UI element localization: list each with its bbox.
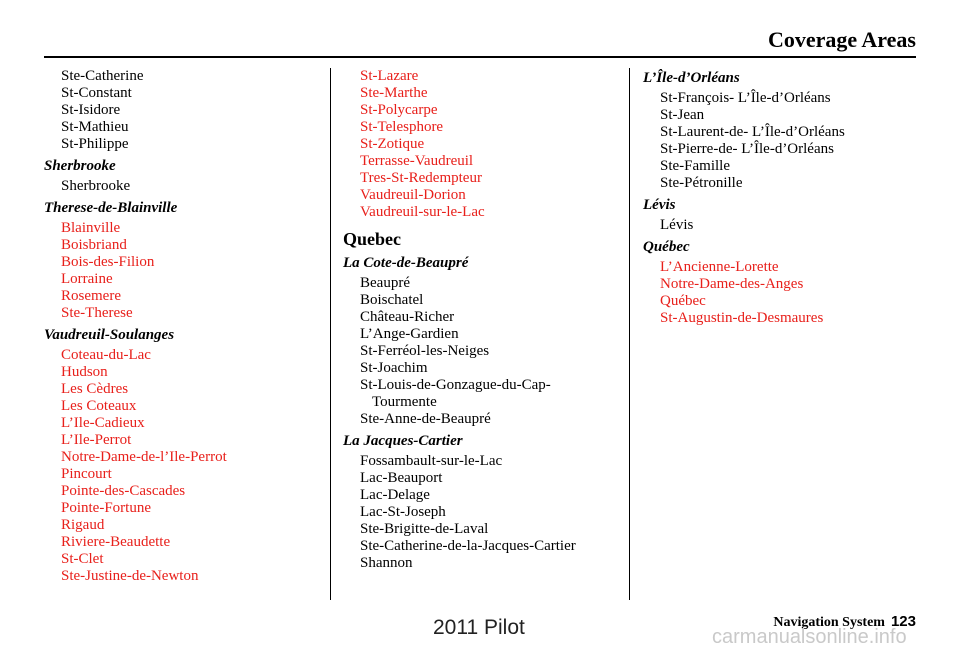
city-item: Shannon [360, 555, 413, 571]
city-item: Notre-Dame-de-l’Ile-Perrot [61, 449, 227, 465]
city-item: St-Augustin-de-Desmaures [660, 310, 824, 326]
city-item: Beaupré [360, 275, 410, 291]
city-item: Rigaud [61, 517, 105, 533]
city-item: St-Polycarpe [360, 102, 438, 118]
area-section [44, 68, 324, 153]
city-item: Notre-Dame-des-Anges [660, 276, 804, 292]
region-heading: Quebec [343, 229, 401, 249]
area-section [343, 255, 623, 428]
city-item: Ste-Pétronille [660, 175, 743, 191]
footer-section-label: Navigation System [773, 615, 885, 630]
city-item: Ste-Anne-de-Beaupré [360, 411, 491, 427]
city-item: Les Coteaux [61, 398, 137, 414]
area-section [44, 158, 324, 195]
section-heading: Sherbrooke [44, 158, 116, 174]
city-item: Sherbrooke [61, 178, 131, 194]
column-divider-1 [330, 68, 331, 600]
city-item: Boischatel [360, 292, 424, 308]
city-item: L’Ile-Perrot [61, 432, 132, 448]
city-item: Boisbriand [61, 237, 127, 253]
section-heading: Vaudreuil-Soulanges [44, 327, 175, 343]
city-item: Lac-Delage [360, 487, 430, 503]
city-item: Lorraine [61, 271, 113, 287]
city-item: St-Laurent-de- L’Île-d’Orléans [660, 124, 845, 140]
area-section [643, 70, 933, 192]
city-item: Terrasse-Vaudreuil [360, 153, 474, 169]
watermark-site: carmanualsonline.info [712, 626, 907, 648]
page-number: 123 [890, 613, 916, 630]
city-item: Bois-des-Filion [61, 254, 155, 270]
column-3 [643, 68, 933, 332]
section-heading: Therese-de-Blainville [44, 200, 178, 216]
city-item: Château-Richer [360, 309, 455, 325]
section-heading: Québec [643, 239, 690, 255]
header-rule [44, 56, 916, 58]
city-item: Coteau-du-Lac [61, 347, 151, 363]
city-item: St-Pierre-de- L’Île-d’Orléans [660, 141, 834, 157]
area-section [44, 200, 324, 322]
city-item: Québec [660, 293, 706, 309]
city-item: St-Clet [61, 551, 104, 567]
section-heading: La Jacques-Cartier [343, 433, 463, 449]
city-item: Rosemere [61, 288, 121, 304]
city-item: Vaudreuil-Dorion [360, 187, 466, 203]
city-item: L’Ange-Gardien [360, 326, 459, 342]
city-item: Ste-Therese [61, 305, 133, 321]
city-item: Ste-Justine-de-Newton [61, 568, 199, 584]
city-item: St-Lazare [360, 68, 419, 84]
city-item: St-François- L’Île-d’Orléans [660, 90, 831, 106]
city-item: Riviere-Beaudette [61, 534, 171, 550]
city-item: Lac-St-Joseph [360, 504, 446, 520]
area-section [44, 327, 324, 585]
city-item: Vaudreuil-sur-le-Lac [360, 204, 485, 220]
city-item: Les Cèdres [61, 381, 129, 397]
city-item: Hudson [61, 364, 108, 380]
city-item: St-Philippe [61, 136, 129, 152]
city-item: Blainville [61, 220, 121, 236]
city-item: St-Jean [660, 107, 705, 123]
city-item: St-Louis-de-Gonzague-du-Cap- [360, 377, 551, 393]
watermark-model: 2011 Pilot [433, 616, 525, 639]
page-title: Coverage Areas [767, 27, 916, 52]
city-item: L’Ile-Cadieux [61, 415, 145, 431]
city-item: St-Mathieu [61, 119, 129, 135]
city-item: Lévis [660, 217, 694, 233]
column-2 [343, 68, 623, 577]
city-item: Ste-Catherine-de-la-Jacques-Cartier [360, 538, 576, 554]
column-1 [44, 68, 324, 590]
section-heading: Lévis [643, 197, 676, 213]
area-section [643, 197, 933, 234]
city-item: Ste-Famille [660, 158, 730, 174]
city-item: Pointe-Fortune [61, 500, 151, 516]
city-item: Lac-Beauport [360, 470, 443, 486]
city-item: St-Ferréol-les-Neiges [360, 343, 490, 359]
city-item: Ste-Catherine [61, 68, 144, 84]
area-section [343, 68, 623, 221]
city-item: St-Telesphore [360, 119, 444, 135]
area-section [343, 433, 623, 572]
city-item: L’Ancienne-Lorette [660, 259, 779, 275]
city-item: St-Isidore [61, 102, 121, 118]
city-item: St-Joachim [360, 360, 428, 376]
watermark [0, 614, 960, 655]
city-item: Tourmente [372, 394, 437, 410]
city-item: Fossambault-sur-le-Lac [360, 453, 503, 469]
column-divider-2 [629, 68, 630, 600]
city-item: Ste-Marthe [360, 85, 428, 101]
section-heading: L’Île-d’Orléans [643, 70, 740, 86]
city-item: St-Constant [61, 85, 132, 101]
area-section [643, 239, 933, 327]
city-item: Pincourt [61, 466, 112, 482]
section-heading: La Cote-de-Beaupré [343, 255, 469, 271]
city-item: Ste-Brigitte-de-Laval [360, 521, 489, 537]
city-item: Tres-St-Redempteur [360, 170, 482, 186]
city-item: St-Zotique [360, 136, 425, 152]
city-item: Pointe-des-Cascades [61, 483, 186, 499]
